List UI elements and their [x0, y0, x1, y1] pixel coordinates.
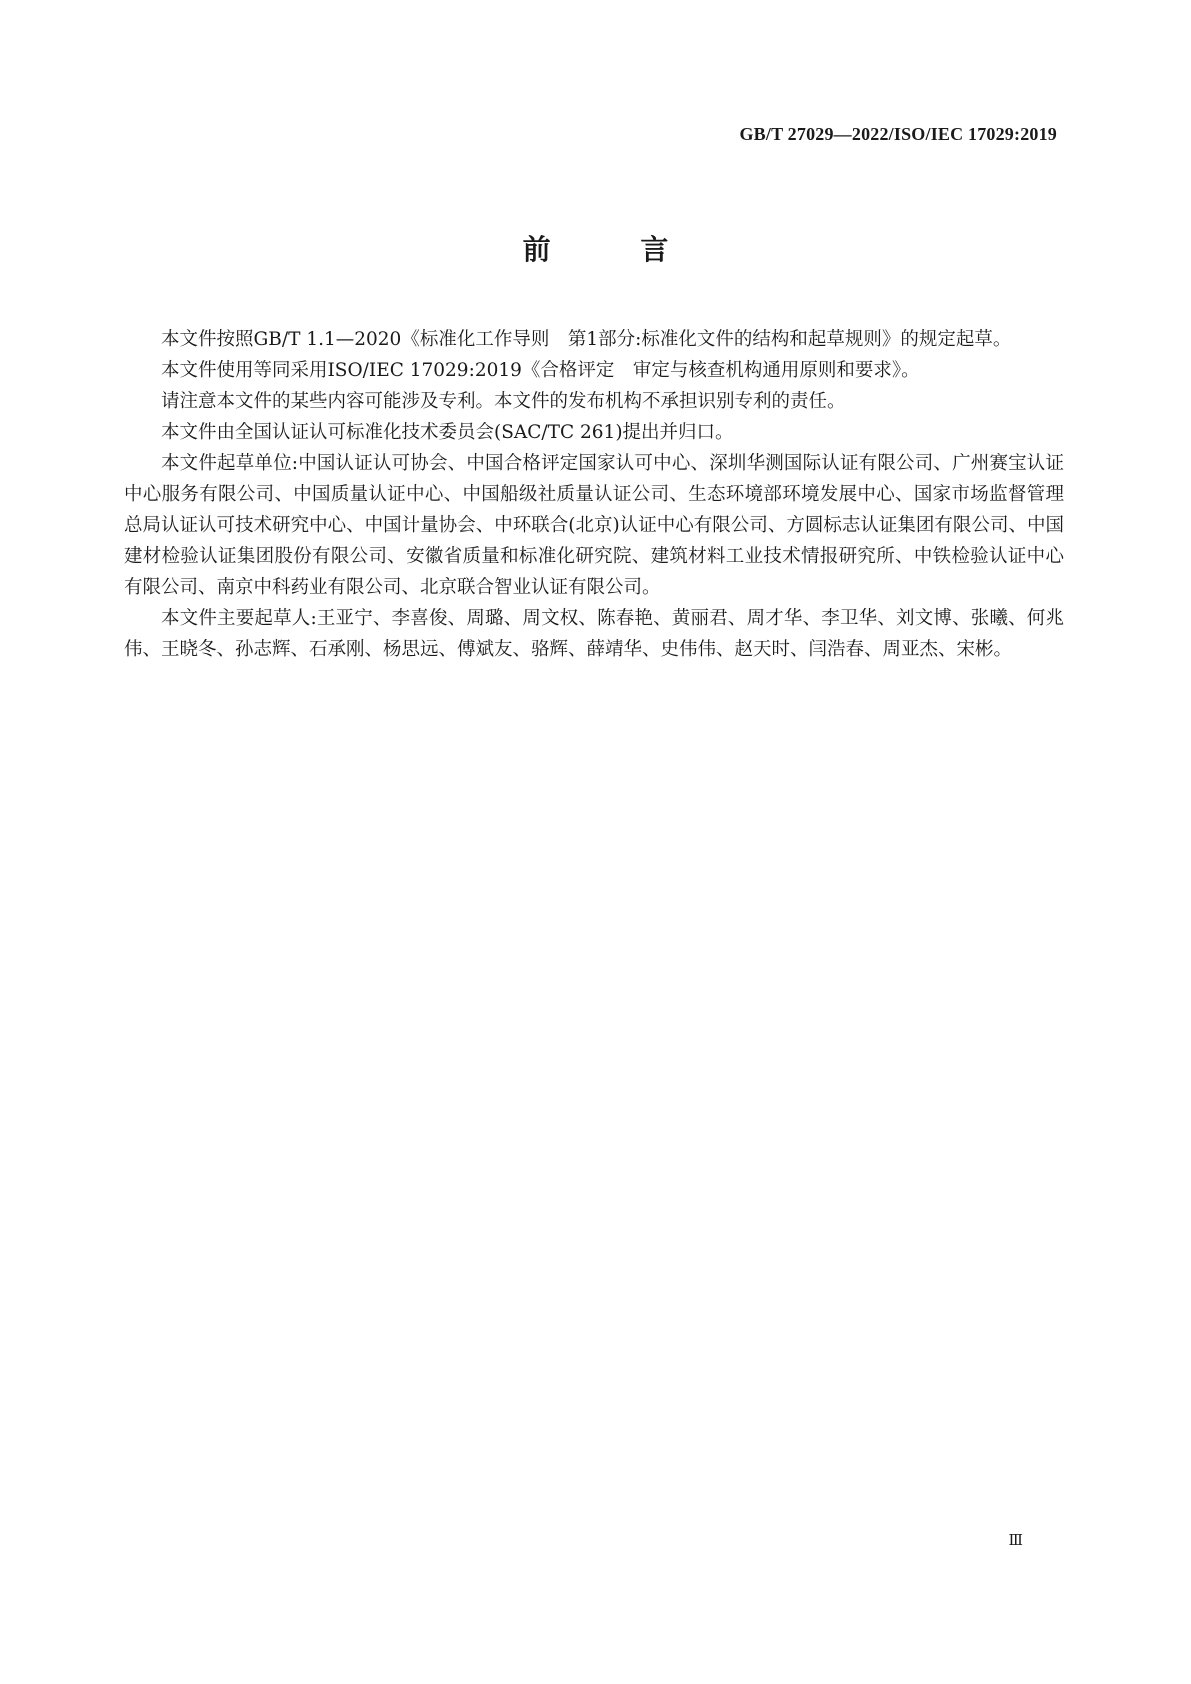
page-title: 前 言 — [522, 233, 709, 266]
standard-code-header: GB/T 27029—2022/ISO/IEC 17029:2019 — [739, 124, 1057, 144]
paragraph-proposer: 本文件由全国认证认可标准化技术委员会(SAC/TC 261)提出并归口。 — [161, 422, 734, 443]
paragraph-drafting-rules: 本文件按照GB/T 1.1—2020《标准化工作导则 第1部分:标准化文件的结构和起草规则》的规定起草。 — [161, 329, 1012, 350]
page-number: Ⅲ — [1008, 1533, 1023, 1549]
paragraph-patent-notice: 请注意本文件的某些内容可能涉及专利。本文件的发布机构不承担识别专利的责任。 — [161, 391, 846, 412]
foreword-body — [124, 324, 1064, 665]
paragraph-main-drafters: 本文件主要起草人:王亚宁、李喜俊、周璐、周文权、陈春艳、黄丽君、周才华、李卫华、刘文博、张曦、何兆伟、王晓冬、孙志辉、石承刚、杨思远、傅斌友、骆辉、薛靖华、史伟伟、赵天时、闫浩春、周亚杰、宋彬。 — [124, 608, 1064, 660]
paragraph-adoption: 本文件使用等同采用ISO/IEC 17029:2019《合格评定 审定与核查机构通用原则和要求》。 — [161, 360, 920, 381]
paragraph-drafting-units: 本文件起草单位:中国认证认可协会、中国合格评定国家认可中心、深圳华测国际认证有限公司、广州赛宝认证中心服务有限公司、中国质量认证中心、中国船级社质量认证公司、生态环境部环境发展中心、国家市场监督管理总局认证认可技术研究中心、中国计量协会、中环联合(北京)认证中心有限公司、方圆标志认证集团有限公司、中国建材检验认证集团股份有限公司、安徽省质量和标准化研究院、建筑材料工业技术情报研究所、中铁检验认证中心有限公司、南京中科药业有限公司、北京联合智业认证有限公司。 — [124, 453, 1064, 598]
